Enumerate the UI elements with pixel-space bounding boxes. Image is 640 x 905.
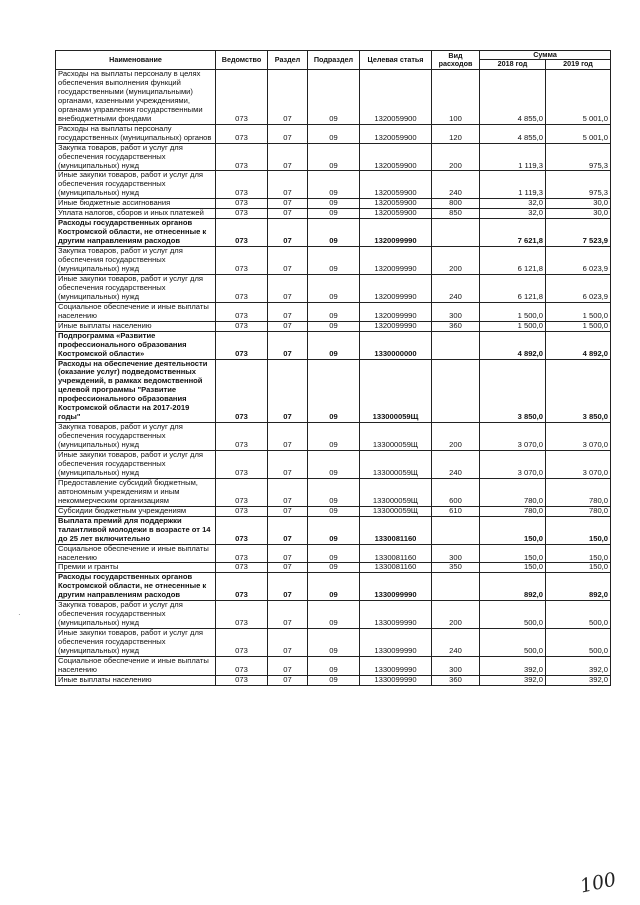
cell-type: 200 [432, 601, 480, 629]
cell-dept: 073 [216, 274, 268, 302]
cell-sec: 07 [268, 506, 308, 516]
cell-sec: 07 [268, 573, 308, 601]
cell-type: 200 [432, 423, 480, 451]
cell-sec: 07 [268, 143, 308, 171]
cell-dept: 073 [216, 124, 268, 143]
cell-sec: 07 [268, 359, 308, 423]
cell-name: Иные закупки товаров, работ и услуг для обеспечения государственных (муниципальных) нужд [56, 451, 216, 479]
header-2019: 2019 год [546, 60, 611, 69]
cell-name: Выплата премий для поддержки талантливой молодежи в возрасте от 14 до 25 лет включительно [56, 516, 216, 544]
cell-type: 240 [432, 274, 480, 302]
cell-target: 1330081160 [360, 516, 432, 544]
cell-dept: 073 [216, 69, 268, 124]
cell-y2019: 5 001,0 [546, 124, 611, 143]
cell-dept: 073 [216, 675, 268, 685]
cell-sec: 07 [268, 451, 308, 479]
cell-dept: 073 [216, 302, 268, 321]
cell-sec: 07 [268, 516, 308, 544]
cell-sub: 09 [308, 199, 360, 209]
cell-name: Уплата налогов, сборов и иных платежей [56, 209, 216, 219]
cell-dept: 073 [216, 247, 268, 275]
cell-y2018: 32,0 [480, 199, 546, 209]
cell-sub: 09 [308, 629, 360, 657]
cell-name: Иные закупки товаров, работ и услуг для обеспечения государственных (муниципальных) нужд [56, 274, 216, 302]
cell-sec: 07 [268, 302, 308, 321]
cell-y2018: 4 855,0 [480, 69, 546, 124]
cell-type: 600 [432, 478, 480, 506]
cell-name: Иные выплаты населению [56, 321, 216, 331]
table-row [56, 675, 611, 685]
cell-y2018: 1 119,3 [480, 143, 546, 171]
table-row [56, 331, 611, 359]
cell-y2018: 32,0 [480, 209, 546, 219]
table-row [56, 69, 611, 124]
table-row [56, 321, 611, 331]
header-subsection: Подраздел [308, 51, 360, 70]
cell-type: 200 [432, 247, 480, 275]
cell-y2018: 4 855,0 [480, 124, 546, 143]
cell-type: 120 [432, 124, 480, 143]
cell-y2019: 150,0 [546, 516, 611, 544]
cell-sec: 07 [268, 247, 308, 275]
cell-type: 240 [432, 451, 480, 479]
cell-sub: 09 [308, 274, 360, 302]
budget-table [55, 50, 611, 686]
table-row [56, 544, 611, 563]
cell-target: 133000059Щ [360, 451, 432, 479]
cell-dept: 073 [216, 629, 268, 657]
cell-y2019: 4 892,0 [546, 331, 611, 359]
cell-target: 133000059Щ [360, 359, 432, 423]
cell-name: Иные закупки товаров, работ и услуг для обеспечения государственных (муниципальных) нужд [56, 171, 216, 199]
cell-y2019: 3 070,0 [546, 451, 611, 479]
cell-name: Иные закупки товаров, работ и услуг для обеспечения государственных (муниципальных) нужд [56, 629, 216, 657]
cell-y2018: 1 119,3 [480, 171, 546, 199]
cell-name: Расходы на обеспечение деятельности (оказание услуг) подведомственных учреждений, в рамках ведомственной целевой программы "Развитие профессионального образования Костромской области на 2017-2019 годы" [56, 359, 216, 423]
cell-type: 360 [432, 675, 480, 685]
margin-mark: · [18, 610, 21, 619]
cell-sub: 09 [308, 321, 360, 331]
cell-sub: 09 [308, 359, 360, 423]
cell-y2018: 392,0 [480, 675, 546, 685]
cell-sub: 09 [308, 675, 360, 685]
cell-target: 1330081160 [360, 563, 432, 573]
cell-dept: 073 [216, 359, 268, 423]
cell-name: Иные бюджетные ассигнования [56, 199, 216, 209]
cell-type: 200 [432, 143, 480, 171]
cell-target: 1320099990 [360, 247, 432, 275]
cell-sub: 09 [308, 506, 360, 516]
table-row [56, 247, 611, 275]
cell-y2018: 6 121,8 [480, 274, 546, 302]
header-dept: Ведомство [216, 51, 268, 70]
table-row [56, 143, 611, 171]
cell-sub: 09 [308, 601, 360, 629]
header-row [56, 51, 611, 60]
cell-y2018: 3 070,0 [480, 423, 546, 451]
cell-dept: 073 [216, 544, 268, 563]
cell-y2019: 30,0 [546, 209, 611, 219]
cell-sub: 09 [308, 451, 360, 479]
cell-type: 300 [432, 657, 480, 676]
cell-type: 850 [432, 209, 480, 219]
cell-y2018: 150,0 [480, 516, 546, 544]
cell-dept: 073 [216, 321, 268, 331]
table-body [56, 69, 611, 685]
cell-sub: 09 [308, 124, 360, 143]
cell-sub: 09 [308, 516, 360, 544]
cell-y2019: 975,3 [546, 143, 611, 171]
cell-y2019: 5 001,0 [546, 69, 611, 124]
cell-name: Премии и гранты [56, 563, 216, 573]
table-row [56, 516, 611, 544]
table-row [56, 209, 611, 219]
cell-sub: 09 [308, 573, 360, 601]
cell-name: Субсидии бюджетным учреждениям [56, 506, 216, 516]
table-row [56, 423, 611, 451]
cell-sec: 07 [268, 274, 308, 302]
cell-y2019: 3 850,0 [546, 359, 611, 423]
table-row [56, 573, 611, 601]
cell-type: 240 [432, 171, 480, 199]
cell-dept: 073 [216, 478, 268, 506]
cell-sec: 07 [268, 124, 308, 143]
cell-name: Расходы на выплаты персоналу государственных (муниципальных) органов [56, 124, 216, 143]
cell-name: Закупка товаров, работ и услуг для обеспечения государственных (муниципальных) нужд [56, 601, 216, 629]
cell-target: 1320059900 [360, 143, 432, 171]
cell-target: 1320099990 [360, 274, 432, 302]
cell-name: Социальное обеспечение и иные выплаты населению [56, 302, 216, 321]
cell-y2018: 892,0 [480, 573, 546, 601]
cell-y2018: 780,0 [480, 506, 546, 516]
cell-name: Закупка товаров, работ и услуг для обеспечения государственных (муниципальных) нужд [56, 143, 216, 171]
cell-y2018: 3 070,0 [480, 451, 546, 479]
table-row [56, 199, 611, 209]
cell-y2018: 392,0 [480, 657, 546, 676]
cell-dept: 073 [216, 171, 268, 199]
table-row [56, 124, 611, 143]
cell-name: Закупка товаров, работ и услуг для обеспечения государственных (муниципальных) нужд [56, 423, 216, 451]
cell-target: 1320059900 [360, 199, 432, 209]
cell-dept: 073 [216, 563, 268, 573]
table-row [56, 219, 611, 247]
cell-sec: 07 [268, 331, 308, 359]
cell-y2018: 150,0 [480, 563, 546, 573]
cell-y2019: 392,0 [546, 675, 611, 685]
cell-y2019: 7 523,9 [546, 219, 611, 247]
cell-dept: 073 [216, 601, 268, 629]
header-type: Вид расходов [432, 51, 480, 70]
cell-type: 350 [432, 563, 480, 573]
cell-y2018: 3 850,0 [480, 359, 546, 423]
cell-type: 360 [432, 321, 480, 331]
cell-y2019: 30,0 [546, 199, 611, 209]
cell-y2018: 7 621,8 [480, 219, 546, 247]
cell-y2018: 4 892,0 [480, 331, 546, 359]
cell-name: Подпрограмма «Развитие профессионального образования Костромской области» [56, 331, 216, 359]
cell-sub: 09 [308, 219, 360, 247]
cell-y2019: 6 023,9 [546, 247, 611, 275]
cell-dept: 073 [216, 573, 268, 601]
cell-y2019: 975,3 [546, 171, 611, 199]
table-row [56, 302, 611, 321]
table-row [56, 657, 611, 676]
cell-sec: 07 [268, 219, 308, 247]
cell-type: 300 [432, 544, 480, 563]
cell-y2019: 500,0 [546, 629, 611, 657]
header-sum: Сумма [480, 51, 611, 60]
cell-sec: 07 [268, 629, 308, 657]
cell-dept: 073 [216, 451, 268, 479]
cell-type: 800 [432, 199, 480, 209]
cell-target: 1330099990 [360, 573, 432, 601]
cell-y2019: 892,0 [546, 573, 611, 601]
cell-sub: 09 [308, 171, 360, 199]
table-row [56, 451, 611, 479]
cell-sec: 07 [268, 675, 308, 685]
cell-y2018: 1 500,0 [480, 302, 546, 321]
cell-target: 1320099990 [360, 219, 432, 247]
cell-target: 1320059900 [360, 69, 432, 124]
cell-type [432, 359, 480, 423]
cell-name: Социальное обеспечение и иные выплаты населению [56, 657, 216, 676]
cell-target: 1330099990 [360, 629, 432, 657]
cell-target: 1330081160 [360, 544, 432, 563]
cell-name: Расходы государственных органов Костромской области, не отнесенные к другим направлениям расходов [56, 573, 216, 601]
cell-sub: 09 [308, 331, 360, 359]
cell-type [432, 331, 480, 359]
cell-dept: 073 [216, 331, 268, 359]
cell-y2018: 150,0 [480, 544, 546, 563]
cell-target: 1330000000 [360, 331, 432, 359]
cell-dept: 073 [216, 209, 268, 219]
cell-target: 1320059900 [360, 209, 432, 219]
cell-target: 133000059Щ [360, 506, 432, 516]
header-name: Наименование [56, 51, 216, 70]
cell-dept: 073 [216, 423, 268, 451]
cell-dept: 073 [216, 657, 268, 676]
cell-name: Социальное обеспечение и иные выплаты населению [56, 544, 216, 563]
cell-target: 1330099990 [360, 675, 432, 685]
cell-y2019: 1 500,0 [546, 302, 611, 321]
cell-target: 1320059900 [360, 124, 432, 143]
table-row [56, 359, 611, 423]
cell-y2019: 780,0 [546, 506, 611, 516]
cell-type: 240 [432, 629, 480, 657]
header-2018: 2018 год [480, 60, 546, 69]
cell-type: 610 [432, 506, 480, 516]
cell-sec: 07 [268, 544, 308, 563]
cell-sec: 07 [268, 423, 308, 451]
cell-sec: 07 [268, 69, 308, 124]
cell-name: Иные выплаты населению [56, 675, 216, 685]
cell-name: Расходы на выплаты персоналу в целях обеспечения выполнения функций государственными (муниципальными) органами, казенными учреждениями, органами управления государственными внебюджетными фондами [56, 69, 216, 124]
cell-y2018: 6 121,8 [480, 247, 546, 275]
cell-type [432, 516, 480, 544]
cell-type: 100 [432, 69, 480, 124]
cell-target: 133000059Щ [360, 478, 432, 506]
cell-dept: 073 [216, 516, 268, 544]
cell-sub: 09 [308, 563, 360, 573]
cell-y2019: 780,0 [546, 478, 611, 506]
cell-dept: 073 [216, 143, 268, 171]
cell-sub: 09 [308, 69, 360, 124]
cell-sub: 09 [308, 657, 360, 676]
cell-y2019: 1 500,0 [546, 321, 611, 331]
cell-name: Предоставление субсидий бюджетным, автономным учреждениям и иным некоммерческим организациям [56, 478, 216, 506]
cell-sub: 09 [308, 423, 360, 451]
cell-y2018: 780,0 [480, 478, 546, 506]
table-row [56, 171, 611, 199]
cell-y2019: 392,0 [546, 657, 611, 676]
cell-y2019: 3 070,0 [546, 423, 611, 451]
cell-type [432, 219, 480, 247]
table-row [56, 506, 611, 516]
table-row [56, 629, 611, 657]
cell-target: 1320099990 [360, 321, 432, 331]
cell-target: 1320099990 [360, 302, 432, 321]
cell-sec: 07 [268, 478, 308, 506]
cell-y2019: 150,0 [546, 544, 611, 563]
cell-sec: 07 [268, 657, 308, 676]
cell-sub: 09 [308, 247, 360, 275]
cell-target: 1320059900 [360, 171, 432, 199]
cell-name: Расходы государственных органов Костромской области, не отнесенные к другим направлениям расходов [56, 219, 216, 247]
cell-sec: 07 [268, 171, 308, 199]
cell-sub: 09 [308, 143, 360, 171]
cell-target: 1330099990 [360, 601, 432, 629]
cell-target: 133000059Щ [360, 423, 432, 451]
table-row [56, 274, 611, 302]
cell-sub: 09 [308, 544, 360, 563]
cell-sec: 07 [268, 601, 308, 629]
header-target: Целевая статья [360, 51, 432, 70]
cell-type: 300 [432, 302, 480, 321]
cell-sec: 07 [268, 321, 308, 331]
page-number: 100 [578, 868, 619, 898]
cell-target: 1330099990 [360, 657, 432, 676]
cell-sub: 09 [308, 209, 360, 219]
table-row [56, 601, 611, 629]
cell-dept: 073 [216, 219, 268, 247]
header-section: Раздел [268, 51, 308, 70]
cell-y2018: 1 500,0 [480, 321, 546, 331]
cell-sub: 09 [308, 302, 360, 321]
cell-sec: 07 [268, 209, 308, 219]
cell-sub: 09 [308, 478, 360, 506]
cell-sec: 07 [268, 563, 308, 573]
cell-y2018: 500,0 [480, 629, 546, 657]
cell-type [432, 573, 480, 601]
table-row [56, 478, 611, 506]
cell-y2019: 6 023,9 [546, 274, 611, 302]
cell-y2019: 150,0 [546, 563, 611, 573]
cell-y2018: 500,0 [480, 601, 546, 629]
cell-dept: 073 [216, 199, 268, 209]
cell-y2019: 500,0 [546, 601, 611, 629]
cell-name: Закупка товаров, работ и услуг для обеспечения государственных (муниципальных) нужд [56, 247, 216, 275]
table-row [56, 563, 611, 573]
cell-dept: 073 [216, 506, 268, 516]
cell-sec: 07 [268, 199, 308, 209]
